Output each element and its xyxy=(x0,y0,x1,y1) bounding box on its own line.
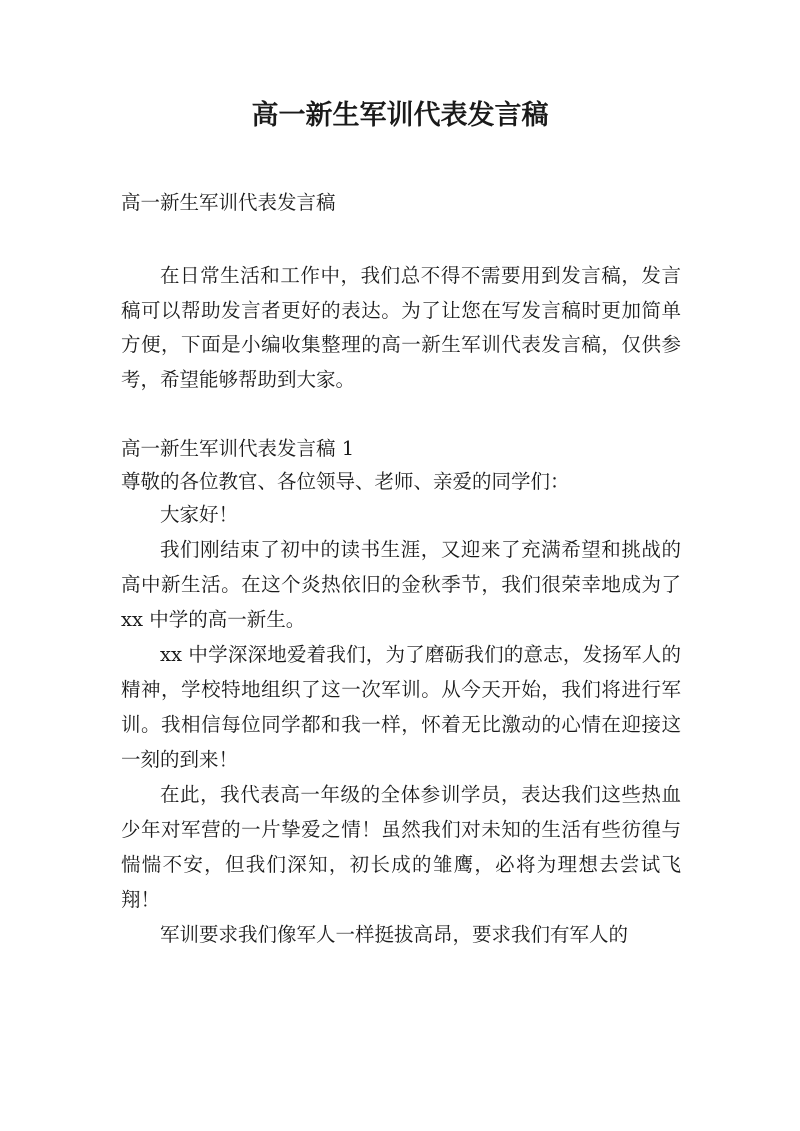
intro-paragraph: 在日常生活和工作中，我们总不得不需要用到发言稿，发言稿可以帮助发言者更好的表达。为了让您在写发言稿时更加简单方便，下面是小编收集整理的高一新生军训代表发言稿，仅供参考，希望能够帮助到大家。 xyxy=(121,264,681,391)
document-title: 高一新生军训代表发言稿 xyxy=(251,100,549,131)
speech-section xyxy=(121,431,681,952)
body-paragraph: 军训要求我们像军人一样挺拔高昂，要求我们有军人的 xyxy=(160,923,629,946)
body-paragraph: xx 中学深深地爱着我们，为了磨砺我们的意志，发扬军人的精神，学校特地组织了这一次军训。从今天开始，我们将进行军训。我相信每位同学都和我一样，怀着无比激动的心情在迎接这一刻的到来！ xyxy=(121,643,681,771)
spacer xyxy=(121,219,681,259)
section-heading: 高一新生军训代表发言稿 1 xyxy=(121,437,355,460)
greeting: 大家好！ xyxy=(160,503,239,526)
body-paragraph: 在此，我代表高一年级的全体参训学员，表达我们这些热血少年对军营的一片挚爱之情！虽然我们对未知的生活有些彷徨与惴惴不安，但我们深知，初长成的雏鹰，必将为理想去尝试飞翔！ xyxy=(121,783,681,911)
salutation: 尊敬的各位教官、各位领导、老师、亲爱的同学们： xyxy=(121,470,570,493)
document-body xyxy=(121,186,681,952)
document-subtitle: 高一新生军训代表发言稿 xyxy=(121,191,336,214)
spacer xyxy=(121,397,681,431)
body-paragraph: 我们刚结束了初中的读书生涯，又迎来了充满希望和挑战的高中新生活。在这个炎热依旧的金秋季节，我们很荣幸地成为了 xx 中学的高一新生。 xyxy=(121,538,681,631)
